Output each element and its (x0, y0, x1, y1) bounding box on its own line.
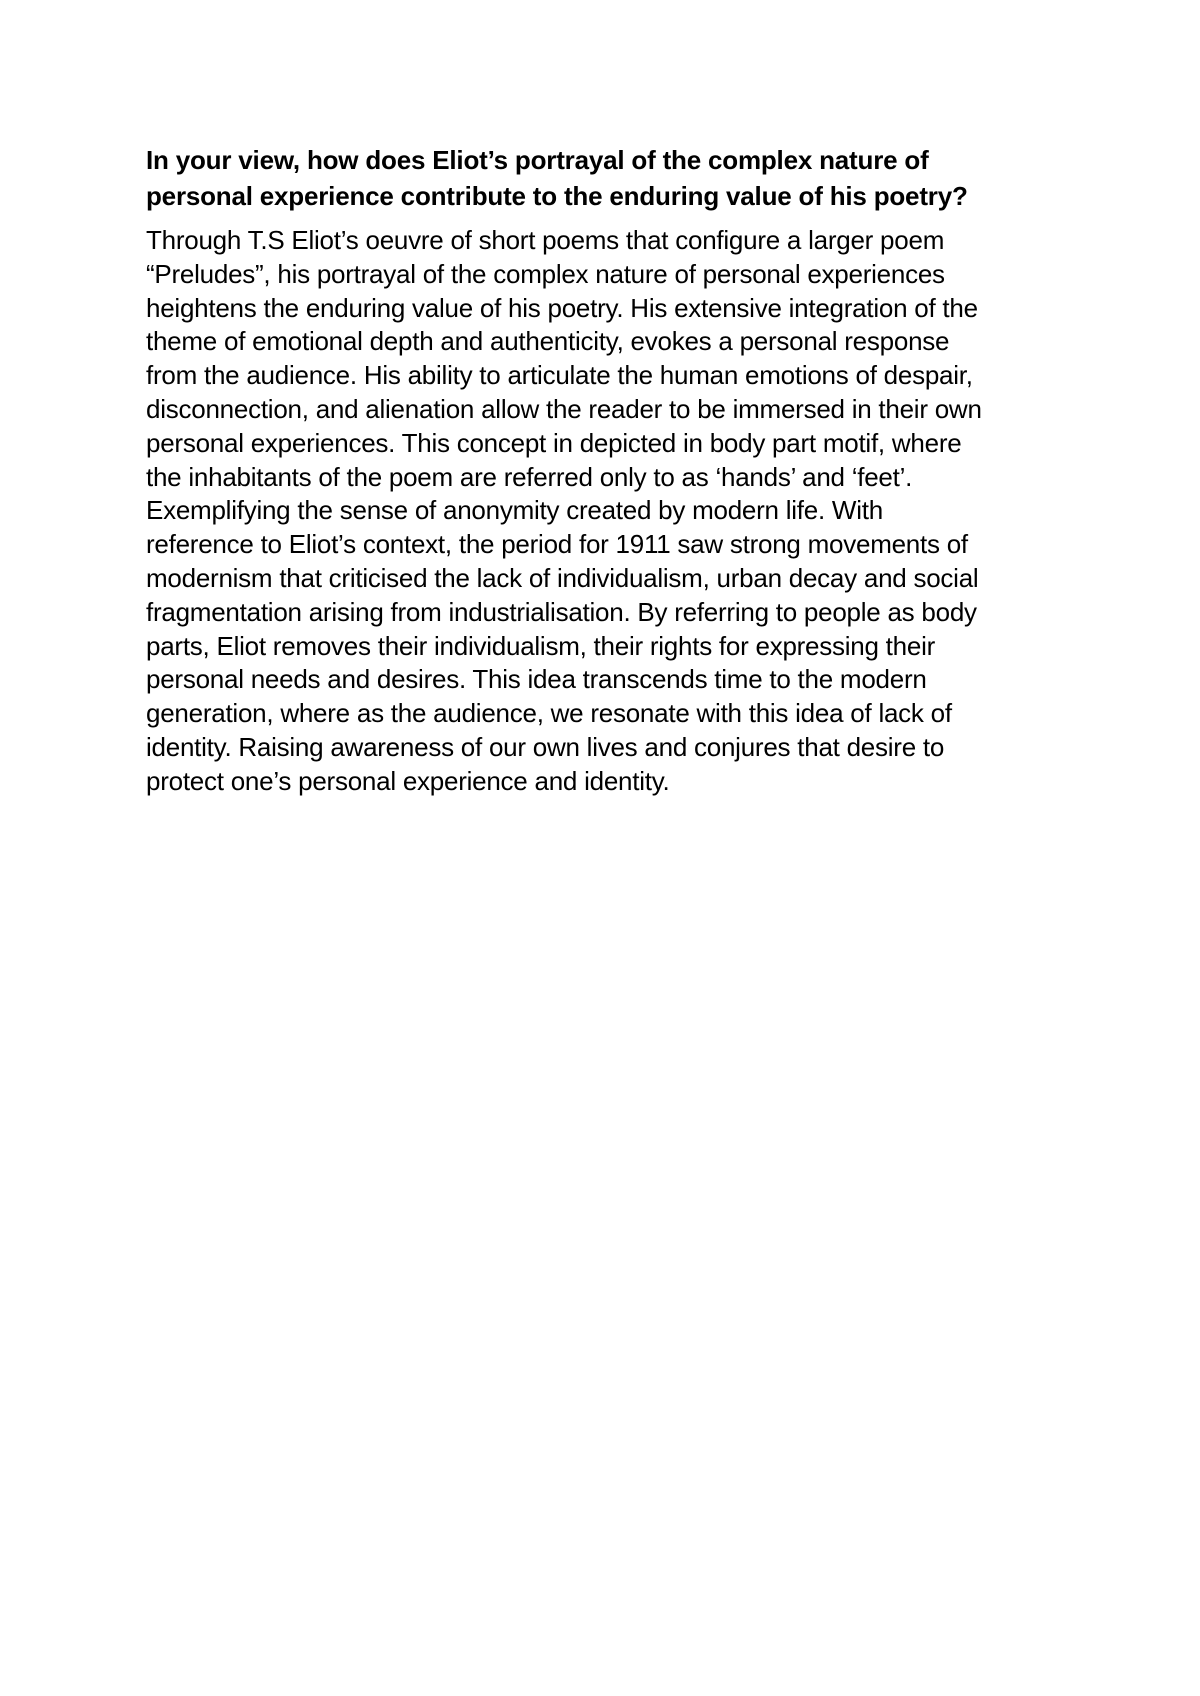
paragraph-line: protect one’s personal experience and identity. (146, 765, 670, 796)
paragraph-line: theme of emotional depth and authenticity, evokes a personal response (146, 326, 950, 357)
paragraph-line: personal needs and desires. This idea transcends time to the modern (146, 664, 927, 695)
paragraph-line: “Preludes”, his portrayal of the complex nature of personal experiences (146, 258, 945, 289)
paragraph-line: reference to Eliot’s context, the period for 1911 saw strong movements of (146, 529, 968, 560)
paragraph-line: fragmentation arising from industrialisation. By referring to people as body (146, 596, 977, 627)
paragraph-line: identity. Raising awareness of our own lives and conjures that desire to (146, 731, 945, 762)
paragraph-line: from the audience. His ability to articulate the human emotions of despair, (146, 360, 973, 391)
essay-paragraph (146, 224, 1066, 799)
question-line: personal experience contribute to the enduring value of his poetry? (146, 181, 968, 211)
paragraph-line: disconnection, and alienation allow the reader to be immersed in their own (146, 393, 982, 424)
paragraph-line: heightens the enduring value of his poetry. His extensive integration of the (146, 292, 978, 323)
paragraph-line: Exemplifying the sense of anonymity created by modern life. With (146, 495, 883, 526)
paragraph-line: modernism that criticised the lack of individualism, urban decay and social (146, 562, 979, 593)
question-line: In your view, how does Eliot’s portrayal of the complex nature of (146, 145, 929, 175)
paragraph-line: parts, Eliot removes their individualism, their rights for expressing their (146, 630, 936, 661)
paragraph-line: the inhabitants of the poem are referred only to as ‘hands’ and ‘feet’. (146, 461, 913, 492)
question-heading (146, 142, 1066, 214)
paragraph-line: generation, where as the audience, we resonate with this idea of lack of (146, 698, 952, 729)
paragraph-line: Through T.S Eliot’s oeuvre of short poems that configure a larger poem (146, 225, 945, 255)
paragraph-line: personal experiences. This concept in depicted in body part motif, where (146, 427, 962, 458)
document-content (146, 142, 1066, 799)
